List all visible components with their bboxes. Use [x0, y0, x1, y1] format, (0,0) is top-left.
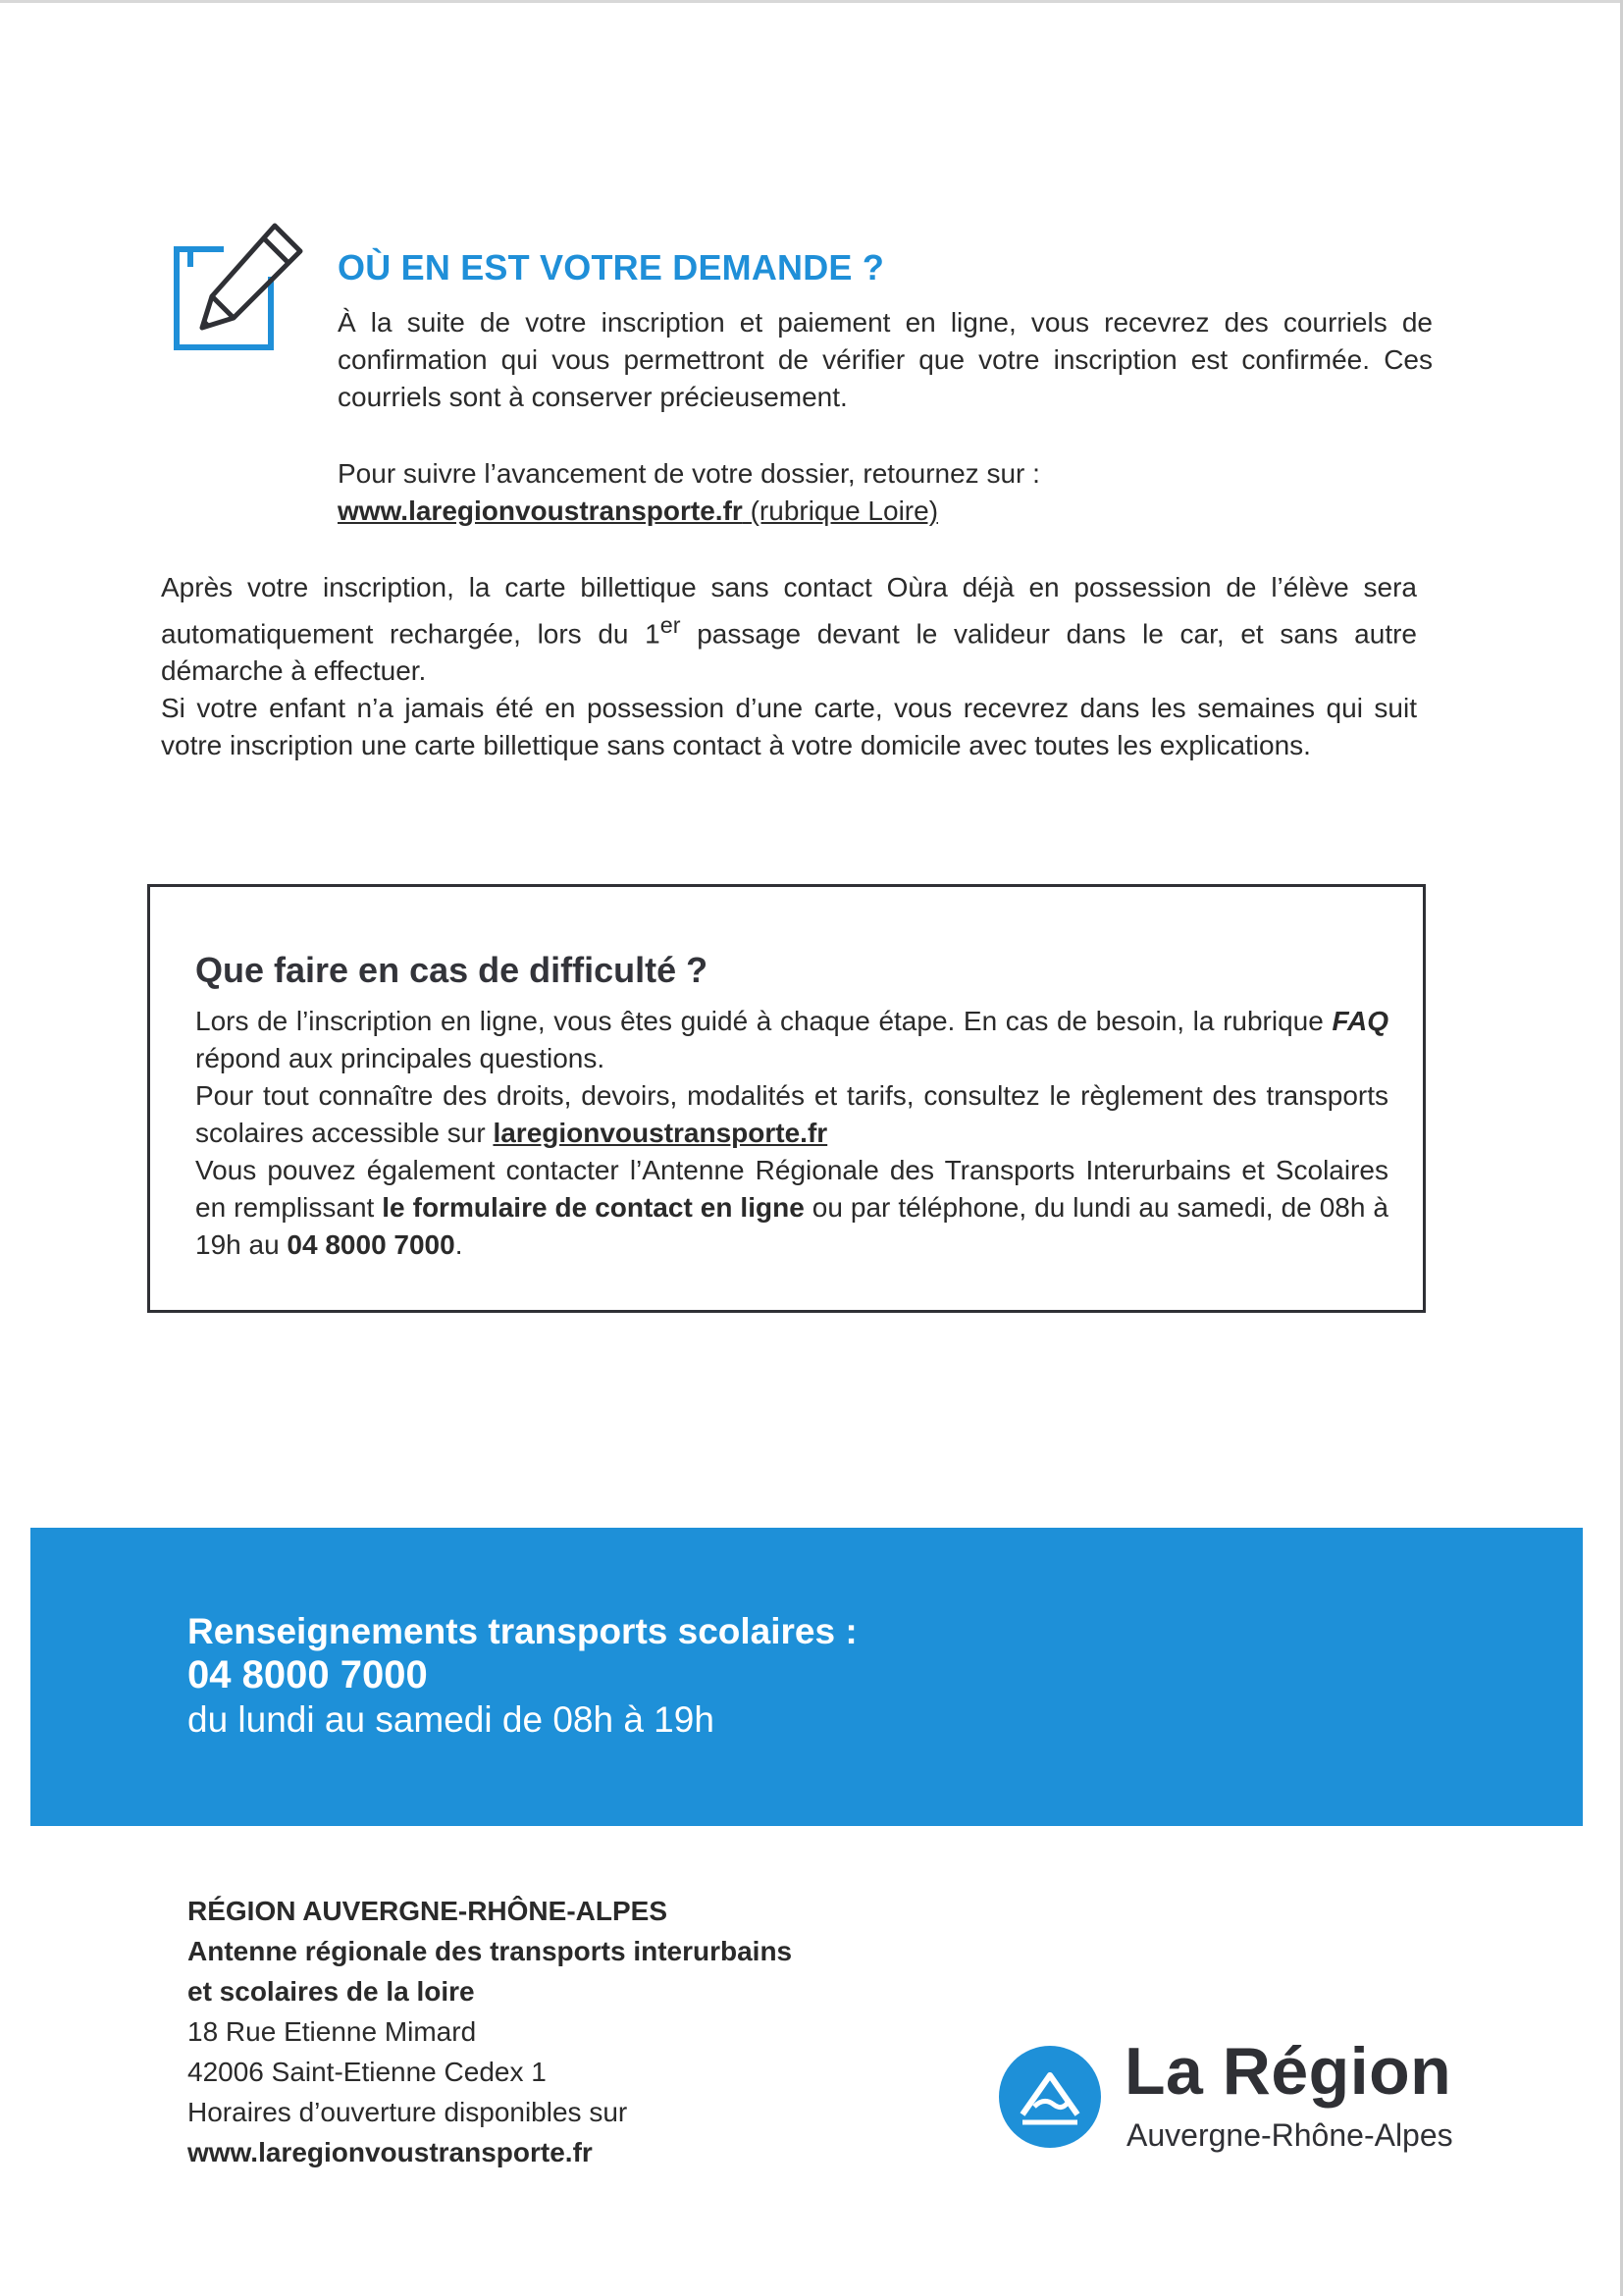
logo-subtitle: Auvergne-Rhône-Alpes [1126, 2117, 1453, 2153]
phone-number: 04 8000 7000 [287, 1229, 455, 1260]
footer-org: RÉGION AUVERGNE-RHÔNE-ALPES [187, 1896, 668, 1926]
logo-name: La Région [1125, 2034, 1452, 2109]
difficulty-paragraph-1 [195, 1003, 1388, 1077]
status-section-body: À la suite de votre inscription et paiement en ligne, vous recevrez des courriels de confirmation qui vous permettront de vérifier que votre inscription est confirmée. Ces courriels sont à conserver précieusement. [338, 307, 1433, 412]
difficulty-paragraph-2 [195, 1077, 1388, 1152]
footer-city: 42006 Saint-Etienne Cedex 1 [187, 2057, 547, 2087]
status-follow-paragraph [338, 455, 1433, 530]
difficulty-box [147, 884, 1426, 1313]
regulation-link[interactable]: laregionvoustransporte.fr [493, 1118, 828, 1148]
difficulty-title: Que faire en cas de difficulté ? [195, 950, 708, 990]
follow-text: Pour suivre l’avancement de votre dossier, retournez sur : [338, 458, 1040, 489]
faq-link[interactable]: FAQ [1332, 1006, 1388, 1036]
difficulty-p2-text: Pour tout connaître des droits, devoirs, modalités et tarifs, consultez le règlement des transports scolaires accessible sur [195, 1080, 1388, 1148]
band-hours: du lundi au samedi de 08h à 19h [187, 1699, 714, 1740]
info-band [30, 1528, 1583, 1826]
mountain-logo-icon [999, 2046, 1101, 2148]
website-link[interactable]: www.laregionvoustransporte.fr [338, 496, 743, 526]
region-logo [999, 2031, 1509, 2159]
scan-edge-top [0, 0, 1623, 3]
after-paragraph-2: Si votre enfant n’a jamais été en possession d’une carte, vous recevrez dans les semaines qui suit votre inscription une carte billettique sans contact à votre domicile avec toutes les explications. [161, 693, 1417, 761]
difficulty-p3-end: . [454, 1229, 463, 1260]
footer-antenne-line-2: et scolaires de la loire [187, 1976, 475, 2007]
difficulty-p3-part2: ou par téléphone, du lundi au samedi, de 08h à 19h au [195, 1192, 1388, 1260]
difficulty-paragraph-3 [195, 1152, 1388, 1264]
difficulty-p3-part1: Vous pouvez également contacter l’Antenne Régionale des Transports Interurbains et Scolaires en remplissant [195, 1155, 1388, 1223]
after-p1-sup: er [659, 612, 681, 638]
band-heading: Renseignements transports scolaires : [187, 1611, 858, 1651]
footer-antenne-line-1: Antenne régionale des transports interurbains [187, 1936, 793, 1966]
footer-address [187, 1891, 933, 2172]
after-inscription-text [161, 569, 1417, 764]
footer-website-link[interactable]: www.laregionvoustransporte.fr [187, 2137, 593, 2167]
band-phone: 04 8000 7000 [187, 1653, 428, 1696]
after-p1-part1: Après votre inscription, la carte billettique sans contact Oùra déjà en possession de l’élève sera automatiquement rechargée, lors du 1 [161, 572, 1417, 650]
after-paragraph-1 [161, 569, 1417, 690]
status-section-title: OÙ EN EST VOTRE DEMANDE ? [338, 247, 885, 287]
footer-hours-note: Horaires d’ouverture disponibles sur [187, 2097, 628, 2127]
difficulty-p1-part2: répond aux principales questions. [195, 1043, 605, 1073]
footer-street: 18 Rue Etienne Mimard [187, 2016, 477, 2047]
difficulty-body [195, 1003, 1388, 1264]
difficulty-p1-part1: Lors de l’inscription en ligne, vous êtes guidé à chaque étape. En cas de besoin, la rubrique [195, 1006, 1333, 1036]
contact-form-link[interactable]: le formulaire de contact en ligne [382, 1192, 805, 1223]
follow-suffix: (rubrique Loire) [742, 496, 939, 526]
after-p1-part2: passage devant le valideur dans le car, et sans autre démarche à effectuer. [161, 618, 1418, 687]
edit-icon [169, 218, 310, 355]
